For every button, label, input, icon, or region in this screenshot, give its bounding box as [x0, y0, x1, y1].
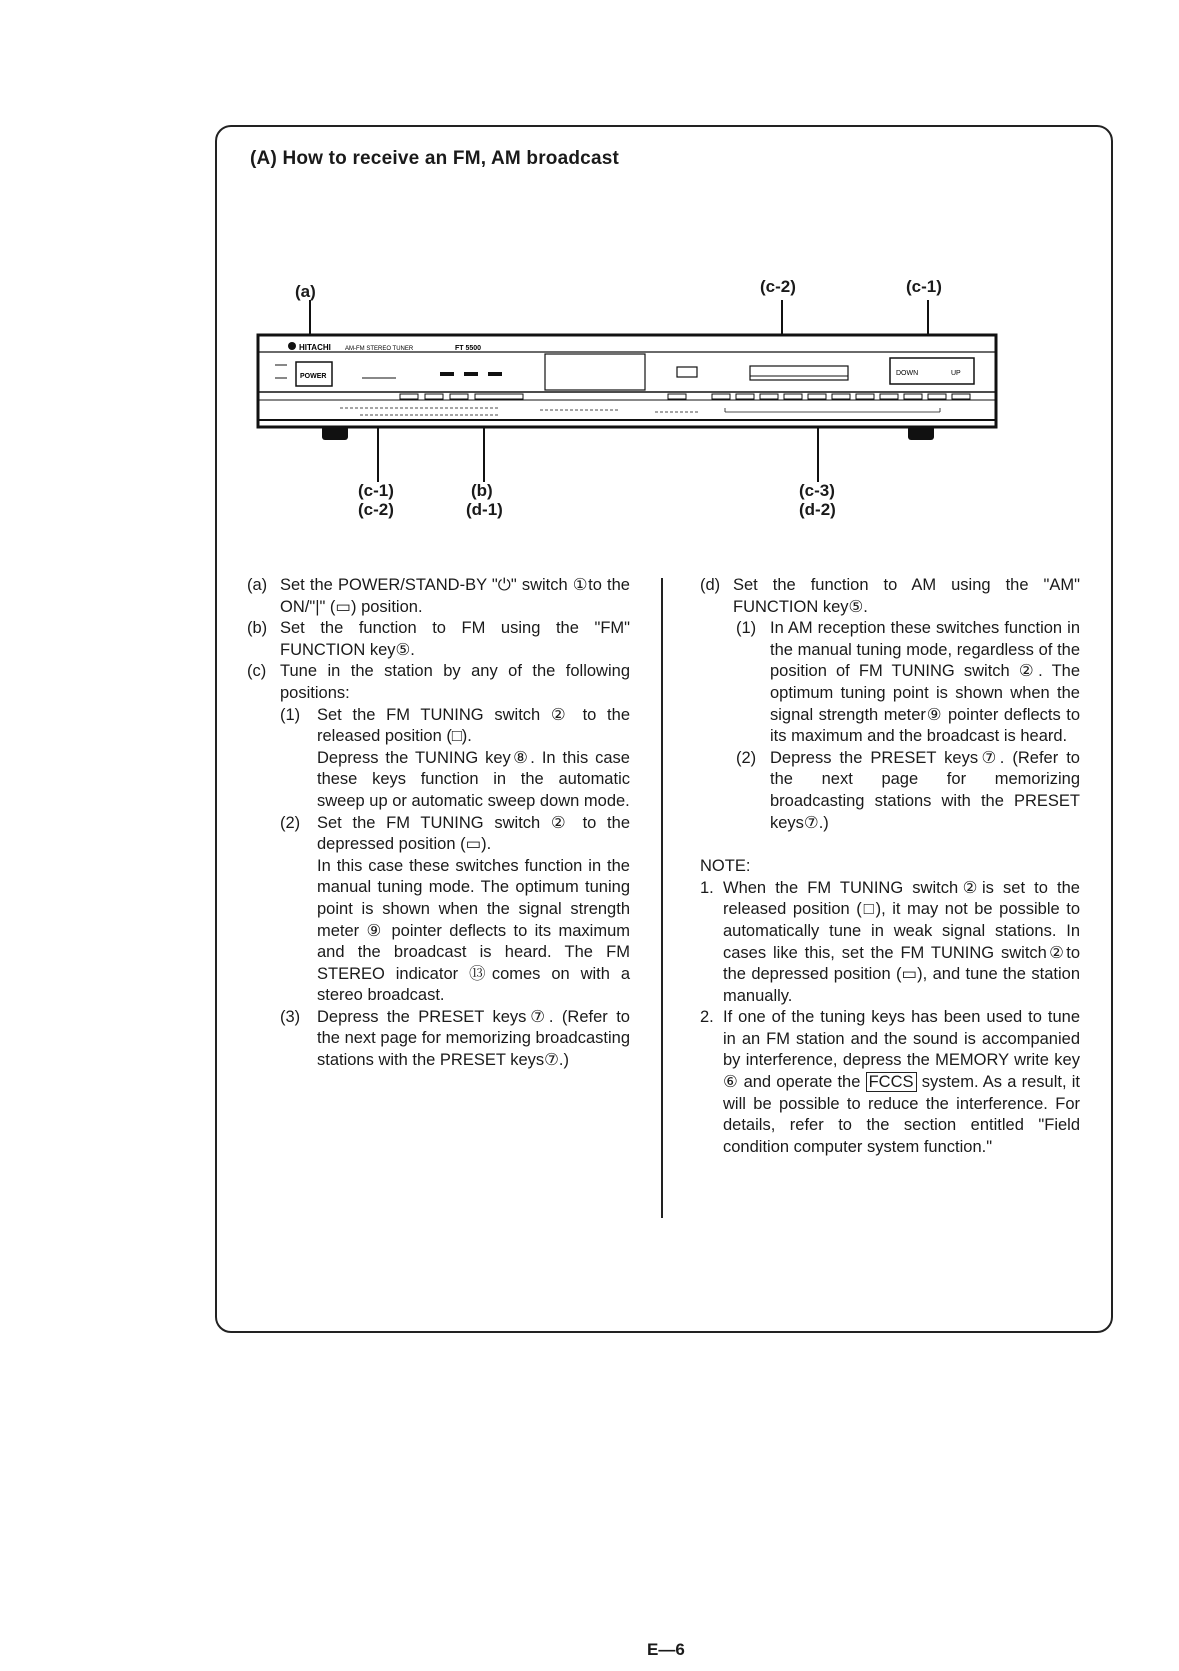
- callout-c2-top: (c-2): [760, 277, 796, 296]
- callout-c1-top: (c-1): [906, 277, 942, 296]
- step-c: (c) Tune in the station by any of the following positions:: [247, 662, 630, 702]
- right-foot: [908, 426, 934, 440]
- up-label: UP: [951, 370, 961, 377]
- fccs-box: FCCS: [866, 1072, 917, 1092]
- callout-c2-bottom: (c-2): [358, 500, 394, 519]
- note-1: 1. When the FM TUNING switch②is set to the released position (□), it may not be possible to automatically tune in weak signal stations. In cases like this, set the FM TUNING switch②to the depressed position (▭), and tune the station manually.: [700, 878, 1080, 1005]
- callout-d2: (d-2): [799, 500, 836, 519]
- left-column: [247, 575, 630, 1072]
- tuner-front-panel-diagram: [0, 0, 1179, 560]
- power-label: POWER: [300, 373, 327, 380]
- callout-a: (a): [295, 282, 316, 301]
- right-column: [700, 575, 1080, 1158]
- step-a: (a) Set the POWER/STAND-BY "⏻" switch ①to the ON/"|" (▭) position.: [247, 576, 630, 616]
- step-d1: (1) In AM reception these switches function in the manual tuning mode, regardless of the position of FM TUNING switch ②. The optimum tuning point is shown when the signal strength meter⑨ pointer deflects to its maximum and the broadcast is heard.: [736, 619, 1080, 746]
- callout-b: (b): [471, 481, 493, 500]
- logo-mark: [288, 342, 296, 350]
- note-title: NOTE:: [700, 857, 751, 876]
- step-b: (b) Set the function to FM using the "FM" FUNCTION key⑤.: [247, 619, 630, 659]
- column-divider: [661, 578, 663, 1218]
- brand-text: HITACHI: [299, 343, 331, 352]
- step-c1: (1) Set the FM TUNING switch ② to the released position (□).: [280, 705, 630, 746]
- step-d2: (2) Depress the PRESET keys⑦. (Refer to the next page for memorizing broadcasting stations with the PRESET keys⑦.): [736, 748, 1080, 832]
- step-c3: (3) Depress the PRESET keys⑦. (Refer to the next page for memorizing broadcasting stations with the PRESET keys⑦.): [280, 1007, 630, 1070]
- down-label: DOWN: [896, 370, 919, 377]
- model-number: FT 5500: [455, 345, 482, 352]
- callout-c3: (c-3): [799, 481, 835, 500]
- step-c2: (2) Set the FM TUNING switch ② to the depressed position (▭).: [280, 813, 630, 854]
- step-c1-detail: Depress the TUNING key⑧. In this case these keys function in the automatic sweep up or automatic sweep down mode.: [317, 748, 630, 810]
- page-number: E—6: [647, 1640, 685, 1659]
- note-2: 2. If one of the tuning keys has been used to tune in an FM station and the sound is accompanied by interference, depress the MEMORY write key ⑥ and operate the FCCS system. As a result, it will be possible to reduce the interference. For details, refer to the section entitled "Field condition computer system function.": [700, 1008, 1080, 1156]
- callout-c1-bottom: (c-1): [358, 481, 394, 500]
- step-c2-detail: In this case these switches function in the manual tuning mode. The optimum tuning point is shown when the signal strength meter ⑨ pointer deflects to its maximum and the broadcast is heard. The FM STEREO indicator ⑬comes on with a stereo broadcast.: [317, 856, 630, 1005]
- model-text: AM-FM STEREO TUNER: [345, 346, 414, 352]
- step-d: (d) Set the function to AM using the "AM" FUNCTION key⑤.: [700, 576, 1080, 616]
- callout-d1: (d-1): [466, 500, 503, 519]
- left-foot: [322, 426, 348, 440]
- section-title: (A) How to receive an FM, AM broadcast: [250, 148, 620, 169]
